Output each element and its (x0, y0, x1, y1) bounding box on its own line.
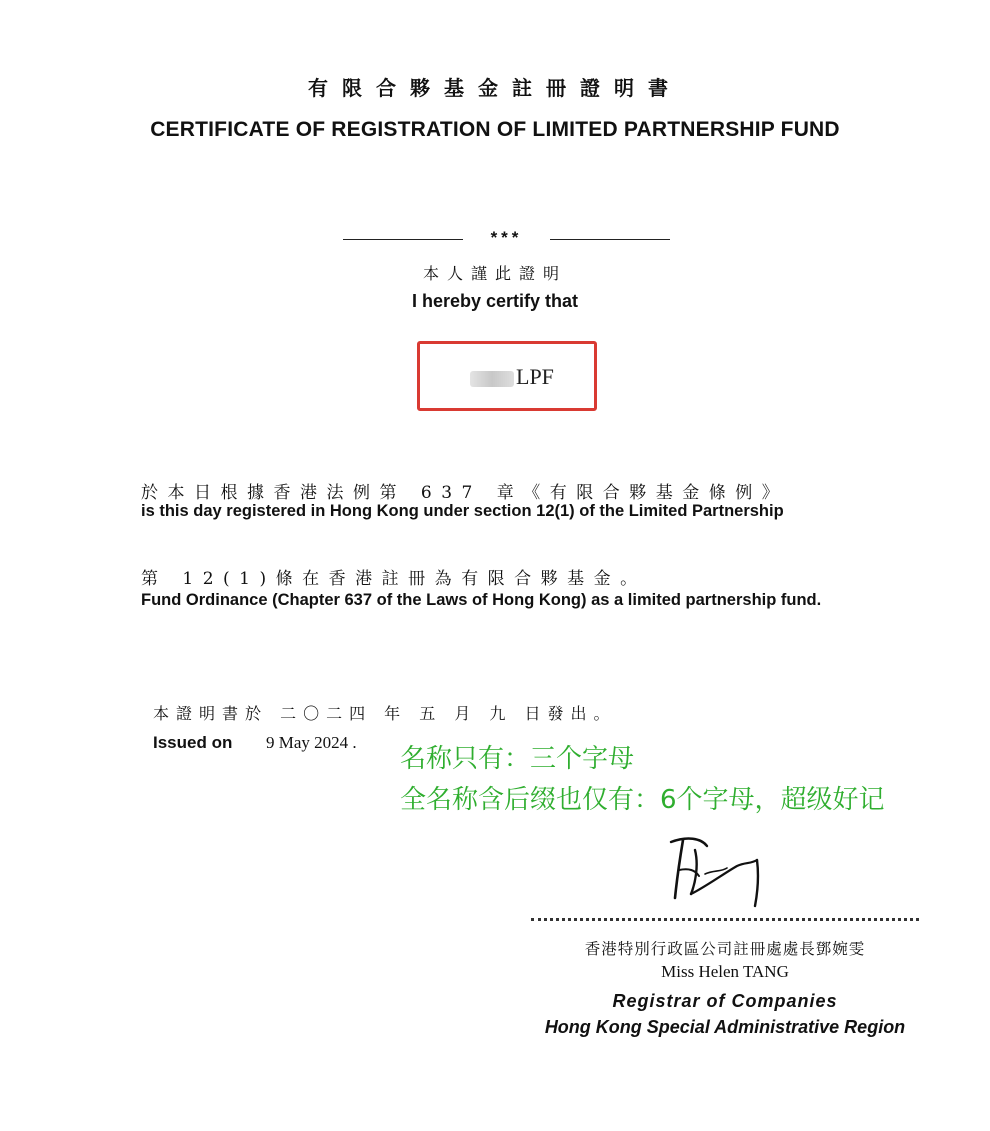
signature-dotted-line (531, 918, 919, 921)
registration-text-chinese-2: 第 12(1)條在香港註冊為有限合夥基金。 (141, 569, 647, 589)
redacted-fund-name (470, 371, 514, 387)
issued-on-label: Issued on (153, 733, 233, 752)
registration-text-english-1: is this day registered in Hong Kong under section 12(1) of the Limited Partnership (141, 502, 784, 520)
ornamental-divider (0, 228, 990, 250)
divider-line-left (343, 239, 463, 240)
registrar-region: Hong Kong Special Administrative Region (544, 1017, 906, 1037)
divider-line-right (550, 239, 670, 240)
registration-text-english-2: Fund Ordinance (Chapter 637 of the Laws of Hong Kong) as a limited partnership fund. (141, 591, 822, 609)
annotation-note-1: 名称只有：三个字母 (400, 744, 635, 774)
fund-name-suffix: LPF (516, 364, 554, 389)
registrar-signature (665, 830, 775, 910)
divider-stars: *** (490, 228, 523, 247)
fund-name-highlight-box (417, 341, 597, 411)
certificate-title-english: CERTIFICATE OF REGISTRATION OF LIMITED PARTNERSHIP FUND (150, 118, 840, 141)
registrar-title-chinese: 香港特別行政區公司註冊處處長鄧婉雯 (584, 940, 866, 958)
issue-date-chinese: 本證明書於 二〇二四 年 五 月 九 日發出。 (153, 704, 617, 723)
issue-date: 9 May 2024 . (266, 733, 357, 752)
certify-statement-english: I hereby certify that (411, 291, 579, 311)
annotation-note-2: 全名称含后缀也仅有：6个字母，超级好记 (400, 785, 885, 815)
registrar-name: Miss Helen TANG (661, 962, 789, 981)
certificate-title-chinese: 有限合夥基金註冊證明書 (308, 76, 682, 100)
certify-statement-chinese: 本人謹此證明 (422, 264, 567, 283)
registrar-title-english: Registrar of Companies (612, 991, 838, 1011)
registration-text-chinese-1: 於本日根據香港法例第 637 章《有限合夥基金條例》 (141, 483, 789, 503)
